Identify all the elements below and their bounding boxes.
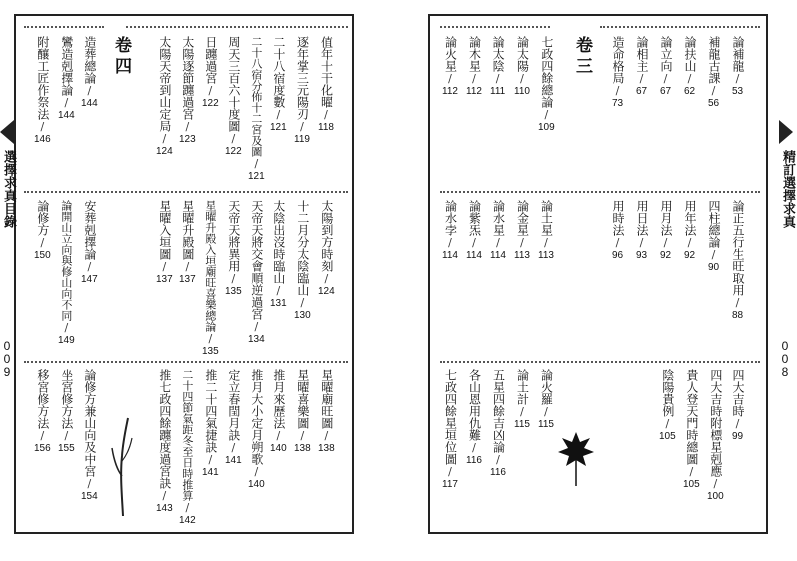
leader-slash: /: [735, 417, 740, 430]
toc-entry[interactable]: [318, 200, 335, 298]
page-ref: 135: [202, 346, 219, 357]
toc-entry[interactable]: [683, 200, 696, 262]
entry-title: 日躔過宮: [203, 36, 218, 84]
toc-entry[interactable]: [202, 200, 219, 358]
toc-entry[interactable]: [707, 369, 724, 503]
toc-entry[interactable]: [81, 369, 98, 503]
leader-slash: /: [231, 132, 236, 145]
dotted-rule: [440, 26, 550, 32]
entry-title: 推七政四餘躔度過宮訣: [157, 369, 172, 489]
leader-slash: /: [520, 405, 524, 418]
page-ref: 134: [248, 334, 265, 345]
toc-entry[interactable]: [58, 200, 75, 347]
entry-title: 論土星: [539, 200, 554, 236]
page-ref: 112: [442, 86, 458, 97]
toc-entry[interactable]: [318, 36, 334, 134]
leader-slash: /: [663, 72, 668, 85]
toc-entry[interactable]: [294, 36, 310, 146]
page-ref: 115: [514, 419, 530, 430]
entry-title: 坐宮修方法: [59, 369, 74, 429]
page-ref: 137: [156, 274, 173, 285]
entry-title: 安葬剋擇論: [82, 200, 97, 260]
toc-entry[interactable]: [270, 369, 287, 455]
spine-title: 選擇求真目錄: [1, 150, 16, 228]
entry-title: 論金星: [515, 200, 530, 236]
entry-title: 四大吉時附標星剋應: [708, 369, 723, 477]
toc-entry[interactable]: [635, 36, 648, 98]
toc-entry[interactable]: [538, 36, 555, 134]
entry-title: 二十八宿度數: [271, 36, 286, 108]
toc-entry[interactable]: [442, 36, 458, 98]
toc-entry[interactable]: [635, 200, 648, 262]
page-ref: 147: [81, 274, 98, 285]
toc-entry[interactable]: [318, 369, 335, 455]
leader-slash: /: [208, 84, 213, 97]
leader-slash: /: [496, 453, 500, 466]
dotted-rule: [24, 191, 348, 197]
toc-entry[interactable]: [270, 200, 287, 310]
leader-slash: /: [324, 272, 329, 285]
page-ref: 124: [318, 286, 335, 297]
page-ref: 140: [248, 479, 265, 490]
entry-title: 天帝天將異用: [226, 200, 241, 272]
leader-slash: /: [40, 120, 45, 133]
toc-entry[interactable]: [294, 369, 311, 455]
leader-slash: /: [711, 248, 716, 261]
page-ref: 142: [179, 515, 196, 526]
toc-entry[interactable]: [659, 200, 672, 262]
toc-entry[interactable]: [294, 200, 311, 322]
leader-slash: /: [324, 429, 329, 442]
toc-entry[interactable]: [490, 200, 506, 262]
page-ref: 62: [683, 86, 696, 97]
toc-entry[interactable]: [81, 36, 98, 110]
leader-slash: /: [300, 429, 305, 442]
page-ref: 67: [659, 86, 672, 97]
entry-title: 周天三百六十度圖: [226, 36, 241, 132]
leader-slash: /: [64, 321, 69, 334]
page-ref: 92: [683, 250, 696, 261]
entry-title: 二十四節氣距冬至日時推算: [180, 369, 194, 501]
toc-entry[interactable]: [707, 36, 720, 110]
toc-entry[interactable]: [490, 36, 505, 98]
toc-entry[interactable]: [225, 369, 242, 467]
entry-title: 四柱總論: [707, 200, 721, 248]
entry-title: 論開山立向與修山向不同: [59, 200, 73, 321]
toc-entry[interactable]: [81, 200, 98, 286]
page-ref: 67: [635, 86, 648, 97]
dotted-rule: [24, 26, 104, 32]
leader-slash: /: [40, 236, 45, 249]
toc-entry[interactable]: [659, 36, 672, 98]
entry-title: 論相主: [635, 36, 649, 72]
entry-title: 移宮修方法: [35, 369, 50, 429]
entry-title: 逐年掌三元陽刃: [295, 36, 310, 120]
toc-entry[interactable]: [248, 36, 265, 183]
toc-entry[interactable]: [731, 369, 744, 443]
entry-title: 值年十干化曜: [319, 36, 334, 108]
toc-entry[interactable]: [707, 200, 720, 274]
page-ref: 100: [707, 491, 724, 502]
toc-entry[interactable]: [34, 369, 51, 455]
leader-slash: /: [735, 296, 740, 309]
leader-slash: /: [520, 236, 524, 249]
leader-slash: /: [544, 108, 549, 121]
page-ref: 90: [707, 262, 720, 273]
toc-entry[interactable]: [202, 369, 219, 479]
page-ref: 146: [34, 134, 51, 145]
page-ref: 114: [490, 250, 506, 261]
entry-title: 四大吉時: [731, 369, 745, 417]
toc-entry[interactable]: [179, 36, 196, 146]
entry-title: 用年法: [683, 200, 697, 236]
entry-title: 論木星: [467, 36, 482, 72]
spine-title: 精訂選擇求真: [780, 150, 795, 228]
leader-slash: /: [231, 272, 236, 285]
page-ref: 105: [659, 431, 676, 442]
entry-title: 論扶山: [683, 36, 697, 72]
entry-title: 太陽天帝到山定局: [157, 36, 172, 132]
entry-title: 太陽逐節躔過宮: [180, 36, 195, 120]
toc-entry[interactable]: [156, 36, 173, 158]
entry-title: 十二月分太陰臨山: [295, 200, 310, 296]
toc-entry[interactable]: [225, 36, 242, 158]
entry-title: 鸞造剋擇論: [59, 36, 74, 96]
leader-slash: /: [40, 429, 45, 442]
toc-entry[interactable]: [514, 36, 530, 98]
leader-slash: /: [615, 236, 620, 249]
page-ref: 154: [81, 491, 98, 502]
leader-slash: /: [711, 84, 716, 97]
leader-slash: /: [254, 157, 259, 170]
page-ref: 144: [58, 110, 75, 121]
toc-entry[interactable]: [442, 200, 458, 262]
entry-title: 論火星: [443, 36, 458, 72]
page-ref: 122: [202, 98, 219, 109]
leader-slash: /: [276, 108, 281, 121]
entry-title: 定立春閏月訣: [226, 369, 241, 441]
entry-title: 造葬總論: [82, 36, 97, 84]
leader-slash: /: [162, 132, 167, 145]
page-ref: 143: [156, 503, 173, 514]
entry-title: 論太陽: [515, 36, 530, 72]
page-ref: 119: [294, 134, 310, 145]
entry-title: 論修方兼山向及中宮: [82, 369, 97, 477]
leader-slash: /: [448, 72, 452, 85]
leader-slash: /: [208, 453, 213, 466]
toc-entry[interactable]: [466, 369, 482, 467]
toc-entry[interactable]: [58, 369, 75, 455]
entry-title: 論正五行生旺取用: [731, 200, 745, 296]
entry-title: 貴人登天門時總圖: [684, 369, 699, 465]
page-ref: 114: [442, 250, 458, 261]
entry-title: 星曜入垣圖: [157, 200, 172, 260]
leader-slash: /: [713, 477, 718, 490]
page-ref: 56: [707, 98, 720, 109]
page-ref: 118: [318, 122, 334, 133]
dotted-rule: [440, 361, 760, 367]
leader-slash: /: [663, 236, 668, 249]
page-ref: 112: [466, 86, 482, 97]
entry-title: 論紫炁: [467, 200, 482, 236]
entry-title: 星曜廟旺圖: [319, 369, 334, 429]
page-ref: 53: [731, 86, 744, 97]
entry-title: 星曜升殿入垣廟旺喜樂總論: [203, 200, 217, 332]
page-ref: 123: [179, 134, 196, 145]
leader-slash: /: [254, 465, 259, 478]
entry-title: 用時法: [611, 200, 625, 236]
leader-slash: /: [87, 260, 92, 273]
page-ref: 144: [81, 98, 98, 109]
page-ref: 114: [466, 250, 482, 261]
leader-slash: /: [689, 465, 694, 478]
toc-entry[interactable]: [538, 369, 554, 431]
entry-title: 論太陰: [491, 36, 506, 72]
entry-title: 太陰出沒時臨山: [271, 200, 286, 284]
toc-entry[interactable]: [179, 200, 196, 286]
page-ref: 137: [179, 274, 196, 285]
toc-entry[interactable]: [466, 200, 482, 262]
toc-entry[interactable]: [270, 36, 287, 134]
entry-title: 推月大小定月朔歌: [249, 369, 264, 465]
leader-slash: /: [231, 441, 236, 454]
toc-entry[interactable]: [248, 200, 265, 346]
page-ref: 131: [270, 298, 287, 309]
page-ref: 140: [270, 443, 287, 454]
page-ref: 93: [635, 250, 648, 261]
leader-slash: /: [665, 417, 670, 430]
leader-slash: /: [639, 236, 644, 249]
leader-slash: /: [276, 284, 281, 297]
leader-slash: /: [162, 489, 167, 502]
toc-entry[interactable]: [490, 369, 506, 479]
leader-slash: /: [544, 405, 548, 418]
entry-title: 論立向: [659, 36, 673, 72]
toc-entry[interactable]: [731, 200, 744, 322]
toc-entry[interactable]: [202, 36, 219, 110]
leader-slash: /: [64, 96, 69, 109]
leader-slash: /: [208, 332, 213, 345]
entry-title: 附釀工匠作祭法: [35, 36, 50, 120]
toc-entry[interactable]: [538, 200, 554, 262]
toc-entry[interactable]: [683, 369, 700, 491]
entry-title: 用月法: [659, 200, 673, 236]
entry-title: 用日法: [635, 200, 649, 236]
entry-title: 天帝天將交會順逆過宮: [249, 200, 264, 320]
page-ref: 150: [34, 250, 51, 261]
page-ref: 149: [58, 335, 75, 346]
entry-title: 二十八宿分佈十二宮及圖: [249, 36, 263, 157]
page-ref: 92: [659, 250, 672, 261]
toc-entry[interactable]: [34, 200, 51, 262]
right-page: [428, 14, 768, 534]
page-ref: 109: [538, 122, 555, 133]
page-ref: 113: [514, 250, 530, 261]
leader-slash: /: [615, 84, 620, 97]
leader-slash: /: [324, 108, 328, 121]
entry-title: 造命格局: [611, 36, 625, 84]
page-ref: 156: [34, 443, 51, 454]
leader-slash: /: [300, 296, 305, 309]
page-ref: 130: [294, 310, 311, 321]
toc-entry[interactable]: [156, 200, 173, 286]
page-ref: 121: [270, 122, 287, 133]
toc-entry[interactable]: [179, 369, 196, 527]
volume-label: 卷三: [572, 36, 592, 78]
toc-entry[interactable]: [611, 36, 624, 110]
entry-title: 各山恩用仇難: [467, 369, 482, 441]
page-ref: 73: [611, 98, 624, 109]
entry-title: 論火羅: [539, 369, 554, 405]
leader-slash: /: [300, 120, 304, 133]
page-ref: 116: [490, 467, 506, 478]
page-ref: 141: [225, 455, 242, 466]
page-ref: 110: [514, 86, 530, 97]
leader-slash: /: [472, 441, 476, 454]
page-ref: 111: [490, 86, 506, 97]
entry-title: 論水孛: [443, 200, 458, 236]
entry-title: 論土計: [515, 369, 530, 405]
page-ref: 99: [731, 431, 744, 442]
leader-slash: /: [185, 120, 190, 133]
leader-slash: /: [735, 72, 740, 85]
toc-entry[interactable]: [683, 36, 696, 98]
leader-slash: /: [639, 72, 644, 85]
entry-title: 七政四餘總論: [539, 36, 554, 108]
entry-title: 推月來歷法: [271, 369, 286, 429]
page-ref: 155: [58, 443, 75, 454]
page-ref: 96: [611, 250, 624, 261]
leader-slash: /: [254, 320, 259, 333]
page-ref: 138: [294, 443, 311, 454]
leader-slash: /: [448, 465, 452, 478]
toc-entry[interactable]: [156, 369, 173, 515]
page-ref: 124: [156, 146, 173, 157]
toc-entry[interactable]: [58, 36, 75, 122]
page-ref: 116: [466, 455, 482, 466]
toc-entry[interactable]: [514, 200, 530, 262]
leader-slash: /: [185, 501, 190, 514]
page-ref: 135: [225, 286, 242, 297]
left-page: [14, 14, 354, 534]
page-ref: 141: [202, 467, 219, 478]
toc-entry[interactable]: [248, 369, 265, 491]
leader-slash: /: [520, 72, 524, 85]
leader-slash: /: [87, 84, 92, 97]
page-ref: 88: [731, 310, 744, 321]
entry-title: 太陽到方時刻: [319, 200, 334, 272]
entry-title: 五星四餘吉凶論: [491, 369, 506, 453]
page-ref: 113: [538, 250, 554, 261]
entry-title: 七政四餘星垣位圖: [443, 369, 458, 465]
leader-slash: /: [448, 236, 452, 249]
page-ref: 138: [318, 443, 335, 454]
toc-entry[interactable]: [611, 200, 624, 262]
entry-title: 星曜升殿圖: [180, 200, 195, 260]
entry-title: 論修方: [35, 200, 50, 236]
page-ref: 121: [248, 171, 265, 182]
leader-slash: /: [472, 72, 476, 85]
entry-title: 論水星: [491, 200, 506, 236]
volume-label: 卷四: [111, 36, 131, 78]
entry-title: 星曜喜樂圖: [295, 369, 310, 429]
leader-slash: /: [496, 236, 500, 249]
leader-slash: /: [276, 429, 281, 442]
entry-title: 補龍古課: [707, 36, 721, 84]
leader-slash: /: [162, 260, 167, 273]
leader-slash: /: [687, 72, 692, 85]
leader-slash: /: [472, 236, 476, 249]
toc-entry[interactable]: [225, 200, 242, 298]
dotted-rule: [24, 361, 348, 367]
page-tab: [0, 120, 14, 144]
dotted-rule: [126, 26, 348, 32]
toc-entry[interactable]: [659, 369, 676, 443]
toc-entry[interactable]: [731, 36, 744, 98]
entry-title: 陰陽貴例: [660, 369, 675, 417]
dotted-rule: [440, 191, 760, 197]
reed-illustration: [108, 416, 138, 516]
entry-title: 推二十四氣捷訣: [203, 369, 218, 453]
toc-entry[interactable]: [514, 369, 530, 431]
page-ref: 115: [538, 419, 554, 430]
page-tab: [779, 120, 793, 144]
page-ref: 105: [683, 479, 700, 490]
leaf-illustration: [556, 426, 596, 488]
dotted-rule: [600, 26, 760, 32]
page-ref: 117: [442, 479, 458, 490]
page-ref: 122: [225, 146, 242, 157]
toc-entry[interactable]: [442, 369, 458, 491]
entry-title: 論補龍: [731, 36, 745, 72]
leader-slash: /: [64, 429, 69, 442]
leader-slash: /: [544, 236, 548, 249]
toc-entry[interactable]: [34, 36, 51, 146]
leader-slash: /: [495, 72, 500, 85]
toc-entry[interactable]: [466, 36, 482, 98]
leader-slash: /: [185, 260, 190, 273]
leader-slash: /: [87, 477, 92, 490]
leader-slash: /: [687, 236, 692, 249]
